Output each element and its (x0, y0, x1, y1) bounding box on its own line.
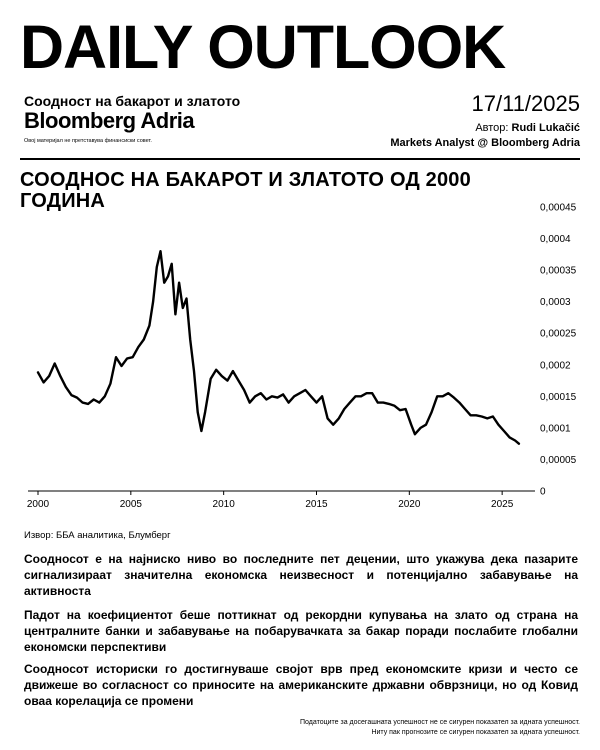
y-tick-label: 0,0002 (540, 360, 571, 372)
y-tick-label: 0,00045 (540, 202, 577, 214)
report-date: 17/11/2025 (471, 91, 580, 116)
paragraph-3: Соодносот историски го достигнуваше својот врв пред економските кризи и често се движеше во согласност со приносите на американските државни обврзници, но од Ковид оваа корелација се промени (24, 662, 578, 708)
author-label: Автор: (475, 122, 509, 134)
x-tick-label: 2025 (491, 499, 514, 510)
y-tick-label: 0,00015 (540, 391, 577, 403)
paragraph-1: Соодносот е на најниско ниво во последните пет децении, што укажува дека пазарите сигнализираат значителна економска неизвесност и потенцијално забавување на активноста (24, 552, 578, 598)
paragraph-2: Падот на коефициентот беше поттикнат од рекордни купувања на злато од страна на централните банки и забавување на побарувачката за бакар поради послабите глобални економски перспективи (24, 608, 578, 654)
x-tick-label: 2000 (26, 499, 50, 510)
y-tick-label: 0 (540, 486, 546, 498)
series-line (38, 251, 519, 444)
chart-title: СООДНОС НА БАКАРОТ И ЗЛАТОТО ОД 2000 ГОДИНА (20, 169, 471, 212)
y-tick-label: 0,0001 (540, 423, 571, 435)
y-tick-label: 0,0004 (540, 234, 571, 246)
author-line (475, 122, 580, 134)
chart-source: Извор: ББА аналитика, Блумберг (24, 530, 171, 541)
brand-name: Bloomberg Adria (24, 108, 195, 133)
author-name: Rudi Lukačić (511, 122, 580, 134)
header-divider (20, 158, 580, 160)
report-subtitle: Соодност на бакарот и златото (24, 93, 241, 109)
y-tick-label: 0,00025 (540, 328, 577, 340)
footer-disclaimer-2: Ниту пак прогнозите се сигурен показател за идната успешност. (371, 729, 580, 736)
author-role: Markets Analyst @ Bloomberg Adria (390, 137, 580, 149)
y-axis (540, 203, 577, 498)
series-group (38, 251, 519, 444)
x-tick-label: 2005 (119, 499, 142, 510)
x-tick-label: 2010 (212, 499, 235, 510)
y-tick-label: 0,00005 (540, 454, 577, 466)
top-disclaimer: Овој материјал не претставува финансиски совет. (24, 138, 152, 144)
x-axis (27, 491, 535, 510)
y-tick-label: 0,0003 (540, 297, 571, 309)
line-chart (0, 195, 600, 525)
x-tick-label: 2015 (305, 499, 328, 510)
masthead-title: DAILY OUTLOOK (20, 13, 506, 81)
y-tick-label: 0,00035 (540, 265, 577, 277)
x-tick-label: 2020 (398, 499, 421, 510)
footer-disclaimer-1: Податоците за досегашната успешност не се сигурен показател за идната успешност. (300, 719, 580, 726)
